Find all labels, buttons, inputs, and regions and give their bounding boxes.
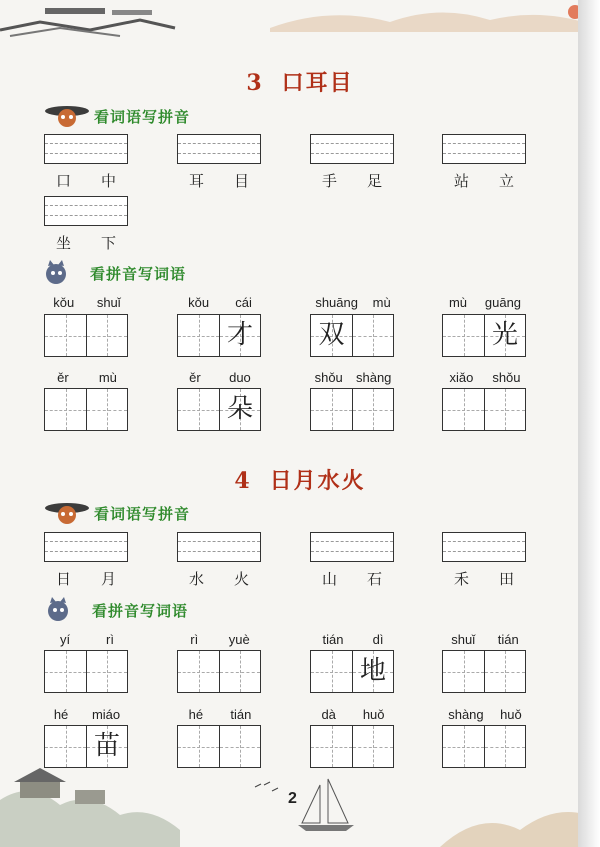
pinyin-label	[42, 632, 132, 647]
lesson4-title	[0, 464, 600, 495]
pinyin-answer-box[interactable]	[442, 532, 526, 562]
lesson3-section1-label: 看词语写拼音	[94, 107, 191, 126]
word-character: 日	[55, 570, 71, 588]
pinyin-answer-box[interactable]	[310, 134, 394, 164]
lesson3-section-write-pinyin	[44, 103, 190, 129]
lesson4-section2-label: 看拼音写词语	[92, 601, 189, 620]
lesson4-section1-label: 看词语写拼音	[94, 504, 191, 523]
given-character: 苗	[93, 731, 120, 761]
tianzige-grid[interactable]	[310, 725, 394, 768]
pinyin-syllable: miáo	[91, 707, 121, 722]
tianzige-cell[interactable]	[443, 315, 484, 356]
pinyin-syllable: hé	[53, 707, 69, 722]
word-pair	[174, 568, 264, 589]
pinyin-syllable: shuāng	[315, 295, 358, 310]
pinyin-label	[308, 370, 398, 385]
landscape-decoration	[0, 760, 180, 847]
word-character: 坐	[55, 234, 71, 252]
tianzige-cell[interactable]	[484, 651, 525, 692]
pinyin-syllable: shǒu	[314, 370, 343, 385]
tianzige-cell[interactable]	[86, 726, 127, 767]
tianzige-cell[interactable]	[86, 651, 127, 692]
page-number: 2	[288, 790, 297, 807]
pinyin-label	[308, 295, 398, 310]
pinyin-syllable: xiǎo	[449, 370, 474, 385]
word-character: 中	[100, 172, 116, 190]
pinyin-label	[440, 632, 530, 647]
pinyin-syllable: dì	[372, 632, 384, 647]
word-character: 足	[366, 172, 382, 190]
pinyin-label	[175, 370, 265, 385]
tianzige-grid[interactable]	[442, 725, 526, 768]
tianzige-cell[interactable]	[484, 315, 525, 356]
pinyin-label	[440, 295, 530, 310]
pinyin-answer-box[interactable]	[44, 532, 128, 562]
tianzige-cell[interactable]	[45, 726, 86, 767]
given-character: 才	[226, 320, 253, 350]
tianzige-grid[interactable]	[44, 388, 128, 431]
pinyin-syllable: kǒu	[53, 295, 75, 310]
lesson3-title	[0, 66, 600, 97]
cat-mascot-icon	[40, 260, 86, 286]
mascot-icon	[44, 500, 90, 526]
tianzige-grid[interactable]	[44, 725, 128, 768]
tianzige-grid[interactable]	[310, 650, 394, 693]
lesson4-section-write-pinyin	[44, 500, 190, 526]
tianzige-cell[interactable]	[219, 651, 260, 692]
tianzige-cell[interactable]	[219, 315, 260, 356]
word-character: 火	[233, 570, 249, 588]
tianzige-grid[interactable]	[442, 388, 526, 431]
mountain-decoration	[270, 0, 590, 32]
tianzige-cell[interactable]	[352, 315, 393, 356]
given-character: 双	[318, 320, 345, 350]
pinyin-answer-box[interactable]	[177, 532, 261, 562]
word-pair	[307, 170, 397, 191]
tianzige-cell[interactable]	[352, 651, 393, 692]
tianzige-cell[interactable]	[45, 389, 86, 430]
pinyin-label	[308, 707, 398, 722]
word-character: 月	[100, 570, 116, 588]
word-character: 耳	[188, 172, 204, 190]
tianzige-cell[interactable]	[178, 726, 219, 767]
tianzige-grid[interactable]	[44, 314, 128, 357]
pinyin-syllable: shuǐ	[96, 295, 121, 310]
tianzige-cell[interactable]	[352, 726, 393, 767]
tianzige-cell[interactable]	[484, 389, 525, 430]
tianzige-cell[interactable]	[443, 726, 484, 767]
word-character: 目	[233, 172, 249, 190]
tianzige-grid[interactable]	[44, 650, 128, 693]
word-character: 田	[498, 570, 514, 588]
pinyin-syllable: huǒ	[362, 707, 385, 722]
word-character: 山	[321, 570, 337, 588]
pinyin-syllable: shuǐ	[451, 632, 476, 647]
word-character: 立	[498, 172, 514, 190]
word-pair	[41, 232, 131, 253]
pinyin-syllable: cái	[235, 295, 252, 310]
word-pair	[41, 170, 131, 191]
word-pair	[174, 170, 264, 191]
tianzige-cell[interactable]	[45, 315, 86, 356]
tianzige-cell[interactable]	[484, 726, 525, 767]
tianzige-cell[interactable]	[45, 651, 86, 692]
tianzige-cell[interactable]	[443, 651, 484, 692]
tianzige-cell[interactable]	[443, 389, 484, 430]
pinyin-syllable: rì	[106, 632, 114, 647]
pinyin-syllable: yuè	[228, 632, 250, 647]
given-character: 光	[491, 320, 518, 350]
tianzige-cell[interactable]	[86, 315, 127, 356]
pinyin-syllable: tián	[322, 632, 344, 647]
tianzige-cell[interactable]	[219, 389, 260, 430]
pinyin-syllable: rì	[190, 632, 199, 647]
tianzige-grid[interactable]	[177, 650, 261, 693]
tianzige-cell[interactable]	[311, 315, 352, 356]
pinyin-syllable: huǒ	[500, 707, 522, 722]
tianzige-cell[interactable]	[311, 389, 352, 430]
word-character: 石	[366, 570, 382, 588]
pinyin-syllable: dà	[321, 707, 336, 722]
word-character: 下	[100, 234, 116, 252]
tianzige-cell[interactable]	[178, 389, 219, 430]
page-edge	[578, 0, 600, 847]
pinyin-label	[440, 370, 530, 385]
mascot-icon	[44, 103, 90, 129]
pinyin-syllable: guāng	[484, 295, 522, 310]
tianzige-grid[interactable]	[177, 725, 261, 768]
tianzige-grid[interactable]	[310, 388, 394, 431]
pinyin-syllable: duo	[229, 370, 251, 385]
tianzige-cell[interactable]	[219, 726, 260, 767]
tianzige-cell[interactable]	[311, 651, 352, 692]
pinyin-label	[308, 632, 398, 647]
pinyin-syllable: tián	[230, 707, 252, 722]
word-pair	[41, 568, 131, 589]
tianzige-cell[interactable]	[352, 389, 393, 430]
pinyin-syllable: yí	[59, 632, 71, 647]
sailboat-decoration	[250, 775, 370, 835]
pinyin-syllable: ěr	[57, 370, 69, 385]
pinyin-syllable: tián	[497, 632, 519, 647]
word-pair	[307, 568, 397, 589]
pinyin-answer-box[interactable]	[310, 532, 394, 562]
pinyin-syllable: ěr	[189, 370, 201, 385]
tianzige-grid[interactable]	[177, 388, 261, 431]
pinyin-label	[175, 295, 265, 310]
pinyin-label	[42, 295, 132, 310]
pinyin-label	[42, 707, 132, 722]
pinyin-label	[175, 707, 265, 722]
pinyin-answer-box[interactable]	[177, 134, 261, 164]
rooftop-decoration	[0, 0, 180, 40]
tianzige-cell[interactable]	[178, 315, 219, 356]
tianzige-grid[interactable]	[177, 314, 261, 357]
given-character: 朵	[226, 394, 253, 424]
lesson4-title-text: 日月水火	[269, 468, 366, 494]
word-pair	[439, 568, 529, 589]
word-pair	[439, 170, 529, 191]
pinyin-answer-box[interactable]	[442, 134, 526, 164]
word-character: 手	[321, 172, 337, 190]
tianzige-grid[interactable]	[442, 650, 526, 693]
pinyin-label	[440, 707, 530, 722]
lesson3-section-write-words	[40, 260, 186, 286]
lesson3-title-text: 口耳目	[281, 70, 354, 96]
tianzige-grid[interactable]	[442, 314, 526, 357]
pinyin-answer-box[interactable]	[44, 134, 128, 164]
word-character: 口	[55, 172, 71, 190]
tianzige-cell[interactable]	[311, 726, 352, 767]
pinyin-syllable: mù	[98, 370, 117, 385]
pinyin-syllable: hé	[188, 707, 204, 722]
lesson4-section-write-words	[42, 597, 188, 623]
word-character: 站	[453, 172, 469, 190]
pinyin-syllable: kǒu	[188, 295, 210, 310]
lesson3-number: 3	[246, 70, 264, 96]
pinyin-label	[175, 632, 265, 647]
pinyin-syllable: mù	[448, 295, 467, 310]
cat-mascot-icon	[42, 597, 88, 623]
pinyin-syllable: mù	[372, 295, 391, 310]
tianzige-cell[interactable]	[178, 651, 219, 692]
pinyin-syllable: shàng	[448, 707, 484, 722]
word-character: 水	[188, 570, 204, 588]
tianzige-grid[interactable]	[310, 314, 394, 357]
pinyin-syllable: shǒu	[492, 370, 521, 385]
lesson3-section2-label: 看拼音写词语	[90, 264, 187, 283]
lesson4-number: 4	[234, 468, 252, 494]
hills-decoration	[440, 780, 600, 847]
pinyin-syllable: shàng	[355, 370, 392, 385]
word-character: 禾	[453, 570, 469, 588]
given-character: 地	[359, 656, 386, 686]
pinyin-label	[42, 370, 132, 385]
pinyin-answer-box[interactable]	[44, 196, 128, 226]
tianzige-cell[interactable]	[86, 389, 127, 430]
